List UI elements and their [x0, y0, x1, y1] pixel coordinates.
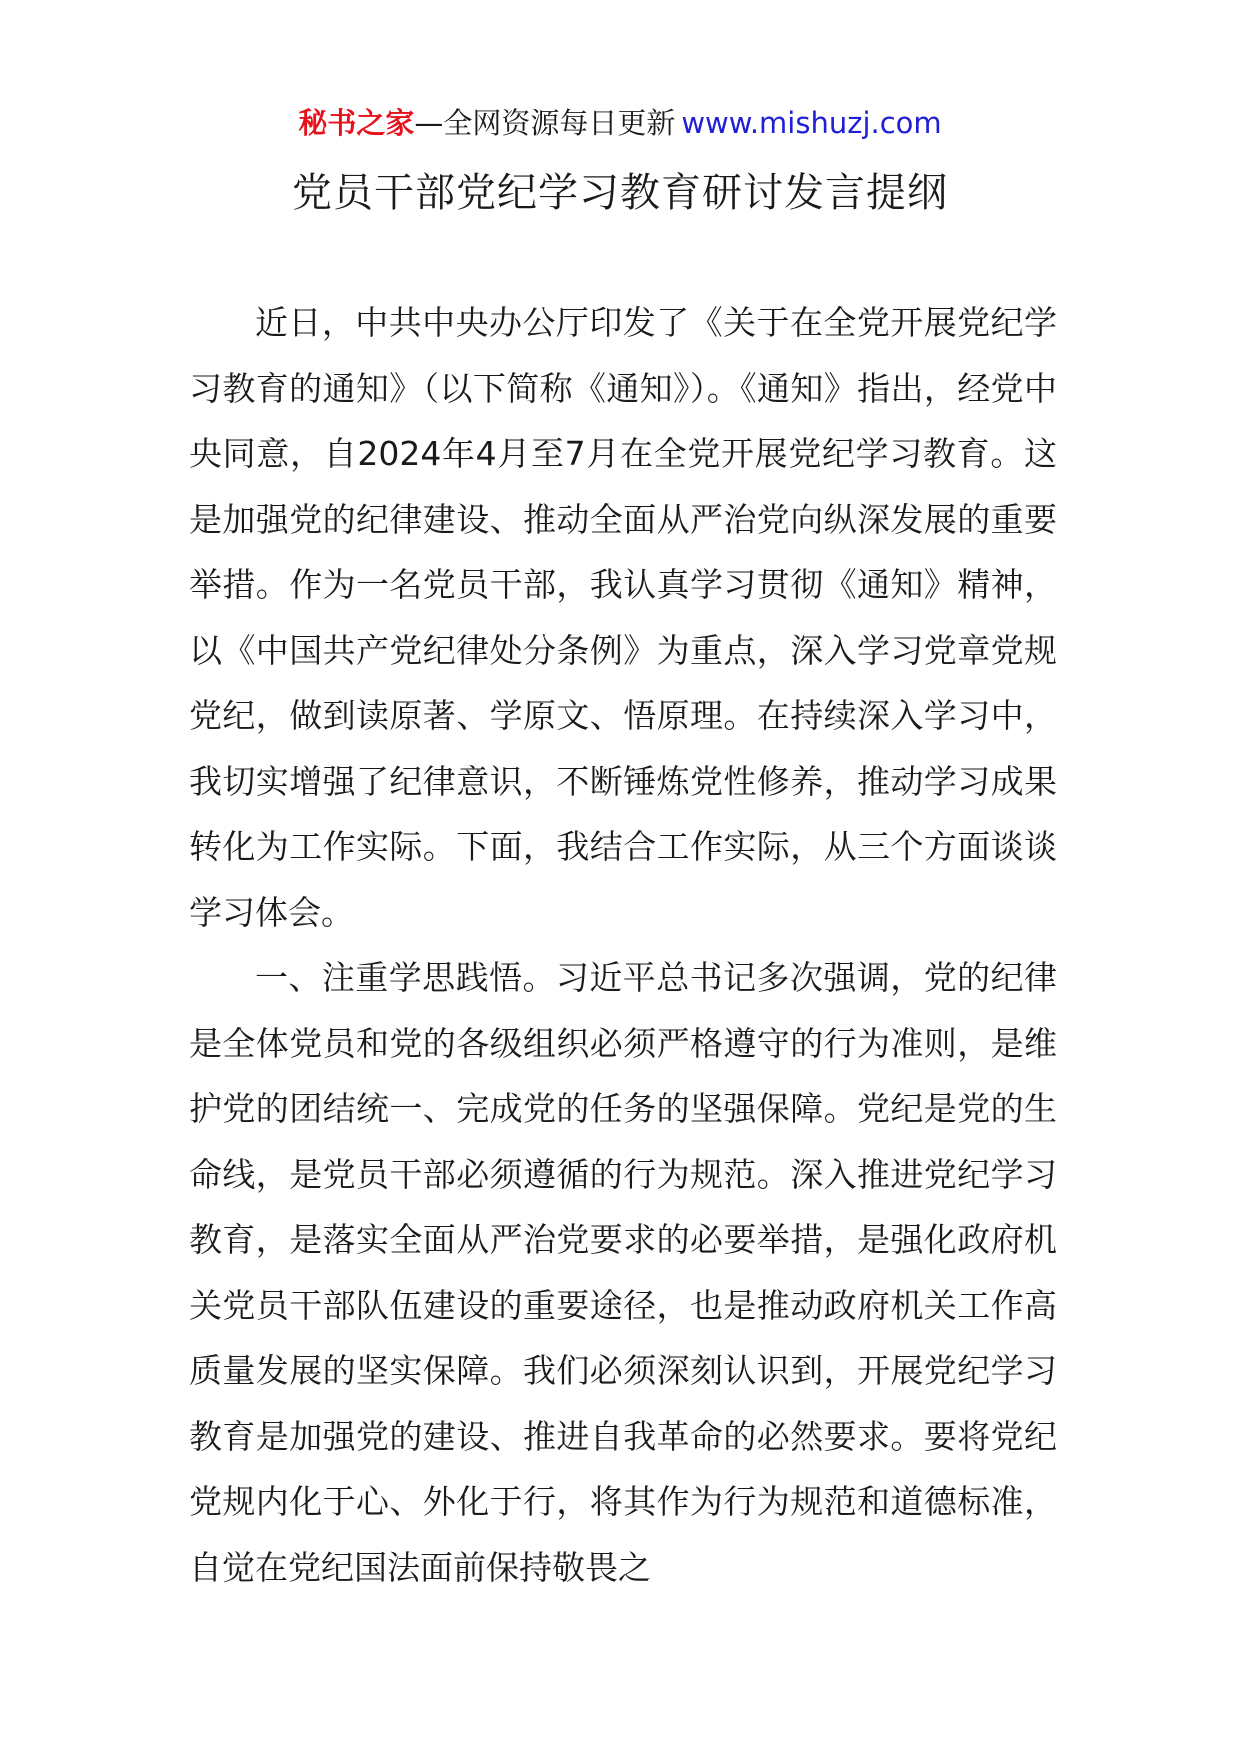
site-url-link[interactable]: www.mishuzj.com	[681, 106, 942, 140]
site-header	[0, 103, 1240, 143]
document-body	[189, 290, 1057, 1600]
body-paragraph: 近日，中共中央办公厅印发了《关于在全党开展党纪学习教育的通知》（以下简称《通知》）。《通知》指出，经党中央同意，自2024年4月至7月在全党开展党纪学习教育。这是加强党的纪律建设、推动全面从严治党向纵深发展的重要举措。作为一名党员干部，我认真学习贯彻《通知》精神，以《中国共产党纪律处分条例》为重点，深入学习党章党规党纪，做到读原著、学原文、悟原理。在持续深入学习中，我切实增强了纪律意识，不断锤炼党性修养，推动学习成果转化为工作实际。下面，我结合工作实际，从三个方面谈谈学习体会。	[189, 303, 1057, 932]
document-title: 党员干部党纪学习教育研讨发言提纲	[292, 170, 948, 216]
brand-name: 秘书之家	[298, 106, 415, 140]
body-paragraph: 一、注重学思践悟。习近平总书记多次强调，党的纪律是全体党员和党的各级组织必须严格遵守的行为准则，是维护党的团结统一、完成党的任务的坚强保障。党纪是党的生命线，是党员干部必须遵循的行为规范。深入推进党纪学习教育，是落实全面从严治党要求的必要举措，是强化政府机关党员干部队伍建设的重要途径，也是推动政府机关工作高质量发展的坚实保障。我们必须深刻认识到，开展党纪学习教育是加强党的建设、推进自我革命的必然要求。要将党纪党规内化于心、外化于行，将其作为行为规范和道德标准，自觉在党纪国法面前保持敬畏之	[189, 958, 1057, 1587]
header-tagline: —全网资源每日更新	[414, 106, 676, 140]
